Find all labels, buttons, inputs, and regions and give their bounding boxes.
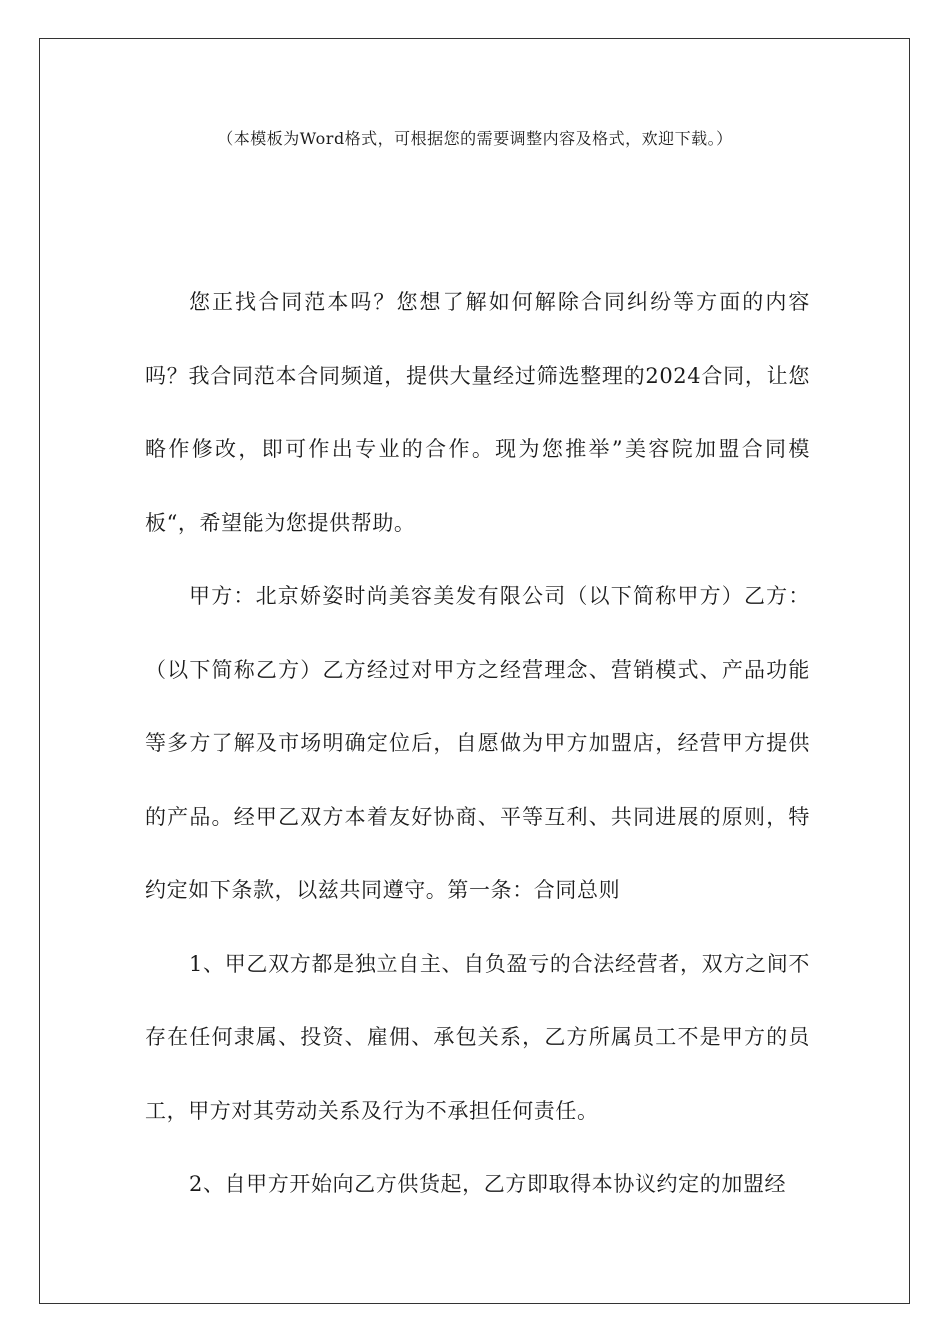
document-body (145, 266, 810, 1222)
parties-paragraph: 甲方：北京娇姿时尚美容美发有限公司（以下简称甲方）乙方：（以下简称乙方）乙方经过对甲方之经营理念、营销模式、产品功能等多方了解及市场明确定位后，自愿做为甲方加盟店，经营甲方提供的产品。经甲乙双方本着友好协商、平等互利、共同进展的原则，特约定如下条款，以兹共同遵守。第一条：合同总则 (145, 584, 810, 902)
clause-1-paragraph: 1、甲乙双方都是独立自主、自负盈亏的合法经营者，双方之间不存在任何隶属、投资、雇佣、承包关系，乙方所属员工不是甲方的员工，甲方对其劳动关系及行为不承担任何责任。 (145, 951, 810, 1123)
clause-2-paragraph: 2、自甲方开始向乙方供货起，乙方即取得本协议约定的加盟经 (189, 1172, 787, 1196)
intro-paragraph: 您正找合同范本吗？您想了解如何解除合同纠纷等方面的内容吗？我合同范本合同频道，提供大量经过筛选整理的2024合同，让您略作修改，即可作出专业的合作。现为您推举”美容院加盟合同模板“，希望能为您提供帮助。 (145, 290, 810, 535)
template-note: （本模板为Word格式，可根据您的需要调整内容及格式，欢迎下载。） (217, 129, 733, 148)
